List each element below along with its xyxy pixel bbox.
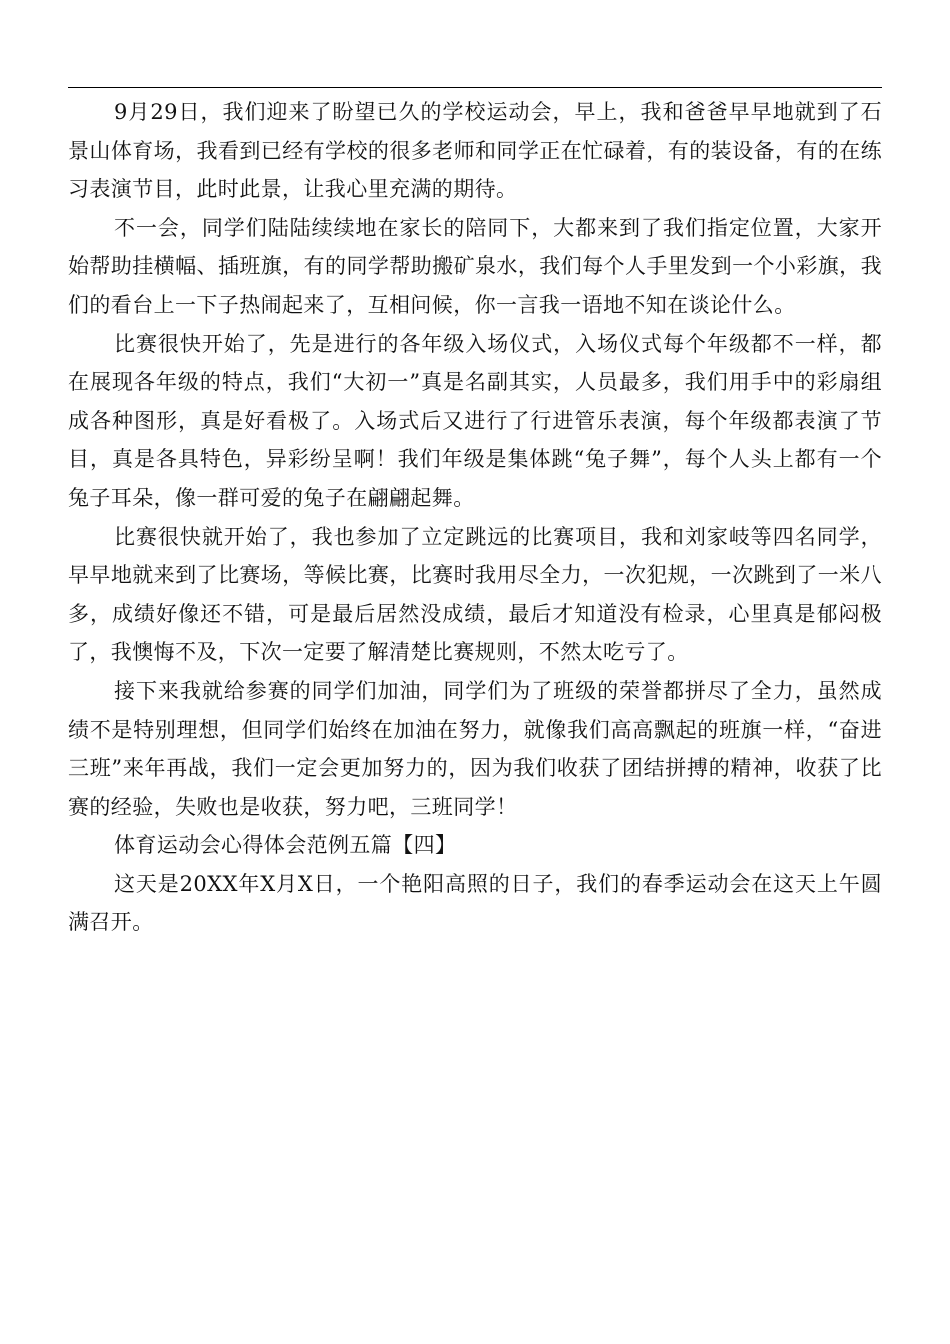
paragraph-cheering: 接下来我就给参赛的同学们加油，同学们为了班级的荣誉都拼尽了全力，虽然成绩不是特别理想，但同学们始终在加油在努力，就像我们高高飘起的班旗一样，“奋进三班”来年再战，我们一定会更加努力的，因为我们收获了团结拼搏的精神，收获了比赛的经验，失败也是收获，努力吧，三班同学！ [68,678,882,819]
section-heading: 体育运动会心得体会范例五篇【四】 [114,833,457,858]
document-body [68,93,882,942]
paragraph-opening-ceremony: 比赛很快开始了，先是进行的各年级入场仪式，入场仪式每个年级都不一样，都在展现各年级的特点，我们“大初一”真是名副其实，人员最多，我们用手中的彩扇组成各种图形，真是好看极了。入场式后又进行了行进管乐表演，每个年级都表演了节目，真是各具特色，异彩纷呈啊！我们年级是集体跳“兔子舞”，每个人头上都有一个兔子耳朵，像一群可爱的兔子在翩翩起舞。 [68,331,882,510]
paragraph-long-jump: 比赛很快就开始了，我也参加了立定跳远的比赛项目，我和刘家岐等四名同学，早早地就来到了比赛场，等候比赛，比赛时我用尽全力，一次犯规，一次跳到了一米八多，成绩好像还不错，可是最后居然没成绩，最后才知道没有检录，心里真是郁闷极了，我懊悔不及，下次一定要了解清楚比赛规则，不然太吃亏了。 [68,524,882,665]
paragraph-spring-sports-day: 这天是20XX年X月X日，一个艳阳高照的日子，我们的春季运动会在这天上午圆满召开。 [68,871,882,935]
paragraph-sports-day-morning: 9月29日，我们迎来了盼望已久的学校运动会，早上，我和爸爸早早地就到了石景山体育场，我看到已经有学校的很多老师和同学正在忙碌着，有的装设备，有的在练习表演节目，此时此景，让我心里充满的期待。 [68,100,882,202]
paragraph-classmates-arrive: 不一会，同学们陆陆续续地在家长的陪同下，大都来到了我们指定位置，大家开始帮助挂横幅、插班旗，有的同学帮助搬矿泉水，我们每个人手里发到一个小彩旗，我们的看台上一下子热闹起来了，互相问候，你一言我一语地不知在谈论什么。 [68,215,882,317]
header-rule [68,87,882,88]
